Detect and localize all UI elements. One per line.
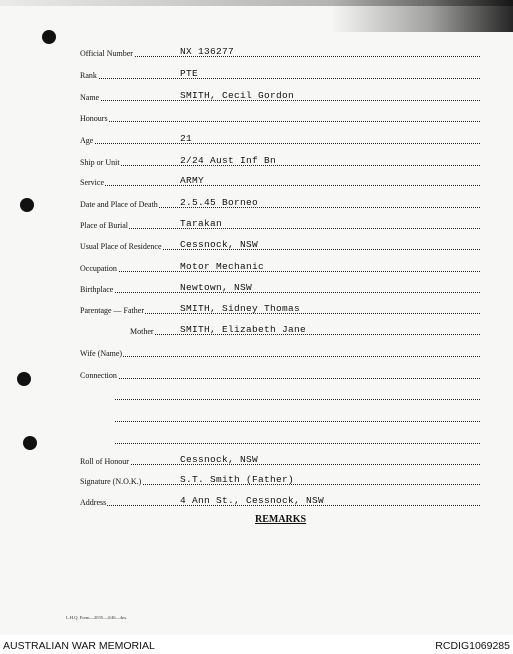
row-name: [80, 88, 480, 104]
label-birthplace: Birthplace: [80, 285, 114, 294]
punch-hole: [42, 30, 56, 44]
label-service: Service: [80, 178, 104, 187]
value-father: SMITH, Sidney Thomas: [180, 303, 301, 314]
archive-footer: [0, 635, 513, 654]
value-date-place-death: 2.5.45 Borneo: [180, 197, 259, 208]
footer-institution: AUSTRALIAN WAR MEMORIAL: [3, 640, 155, 652]
label-occupation: Occupation: [80, 264, 117, 273]
label-wife: Wife (Name): [80, 349, 123, 358]
punch-hole: [20, 198, 34, 212]
label-father: Parentage — Father: [80, 306, 144, 315]
value-roll-of-honour: Cessnock, NSW: [180, 454, 259, 465]
scan-shadow-corner: [330, 0, 513, 32]
value-place-of-burial: Tarakan: [180, 218, 223, 229]
label-signature-nok: Signature (N.O.K.): [80, 477, 142, 486]
label-mother: Mother: [130, 327, 154, 336]
punch-hole: [17, 372, 31, 386]
label-address: Address: [80, 498, 107, 507]
label-age: Age: [80, 136, 94, 145]
row-honours: [80, 109, 480, 125]
label-roll-of-honour: Roll of Honour: [80, 457, 129, 466]
connection-line: [115, 443, 480, 444]
value-address: 4 Ann St., Cessnock, NSW: [180, 495, 325, 506]
row-age: [80, 131, 480, 147]
row-official-number: [80, 44, 480, 60]
label-honours: Honours: [80, 114, 108, 123]
punch-hole: [23, 436, 37, 450]
row-occupation: [80, 259, 480, 275]
row-father: [80, 301, 480, 317]
value-signature-nok: S.T. Smith (Father): [180, 474, 295, 485]
row-usual-residence: [80, 237, 480, 253]
footer-record-id: RCDIG1069285: [435, 640, 510, 652]
row-birthplace: [80, 280, 480, 296]
row-wife: [80, 344, 480, 360]
label-connection: Connection: [80, 371, 117, 380]
value-name: SMITH, Cecil Gordon: [180, 90, 295, 101]
row-place-of-burial: [80, 216, 480, 232]
label-usual-residence: Usual Place of Residence: [80, 242, 162, 251]
label-ship-or-unit: Ship or Unit: [80, 158, 120, 167]
row-rank: [80, 66, 480, 82]
row-connection: [80, 366, 480, 382]
row-address: [80, 493, 480, 509]
remarks-heading: REMARKS: [255, 514, 307, 525]
label-place-of-burial: Place of Burial: [80, 221, 128, 230]
value-ship-or-unit: 2/24 Aust Inf Bn: [180, 155, 277, 166]
row-roll-of-honour: [80, 452, 480, 468]
value-official-number: NX 136277: [180, 46, 235, 57]
value-rank: PTE: [180, 68, 199, 79]
value-mother: SMITH, Elizabeth Jane: [180, 324, 307, 335]
value-age: 21: [180, 133, 193, 144]
value-usual-residence: Cessnock, NSW: [180, 239, 259, 250]
label-date-place-death: Date and Place of Death: [80, 200, 158, 209]
connection-line: [115, 399, 480, 400]
label-rank: Rank: [80, 71, 97, 80]
row-signature-nok: [80, 472, 480, 488]
printer-note: L.H.Q. Form—2035—4/46—4m.: [66, 615, 127, 620]
row-mother: [130, 322, 480, 338]
value-birthplace: Newtown, NSW: [180, 282, 253, 293]
value-service: ARMY: [180, 175, 205, 186]
row-ship-or-unit: [80, 153, 480, 169]
connection-line: [115, 421, 480, 422]
label-name: Name: [80, 93, 100, 102]
value-occupation: Motor Mechanic: [180, 261, 265, 272]
row-date-place-death: [80, 195, 480, 211]
row-service: [80, 173, 480, 189]
label-official-number: Official Number: [80, 49, 133, 58]
